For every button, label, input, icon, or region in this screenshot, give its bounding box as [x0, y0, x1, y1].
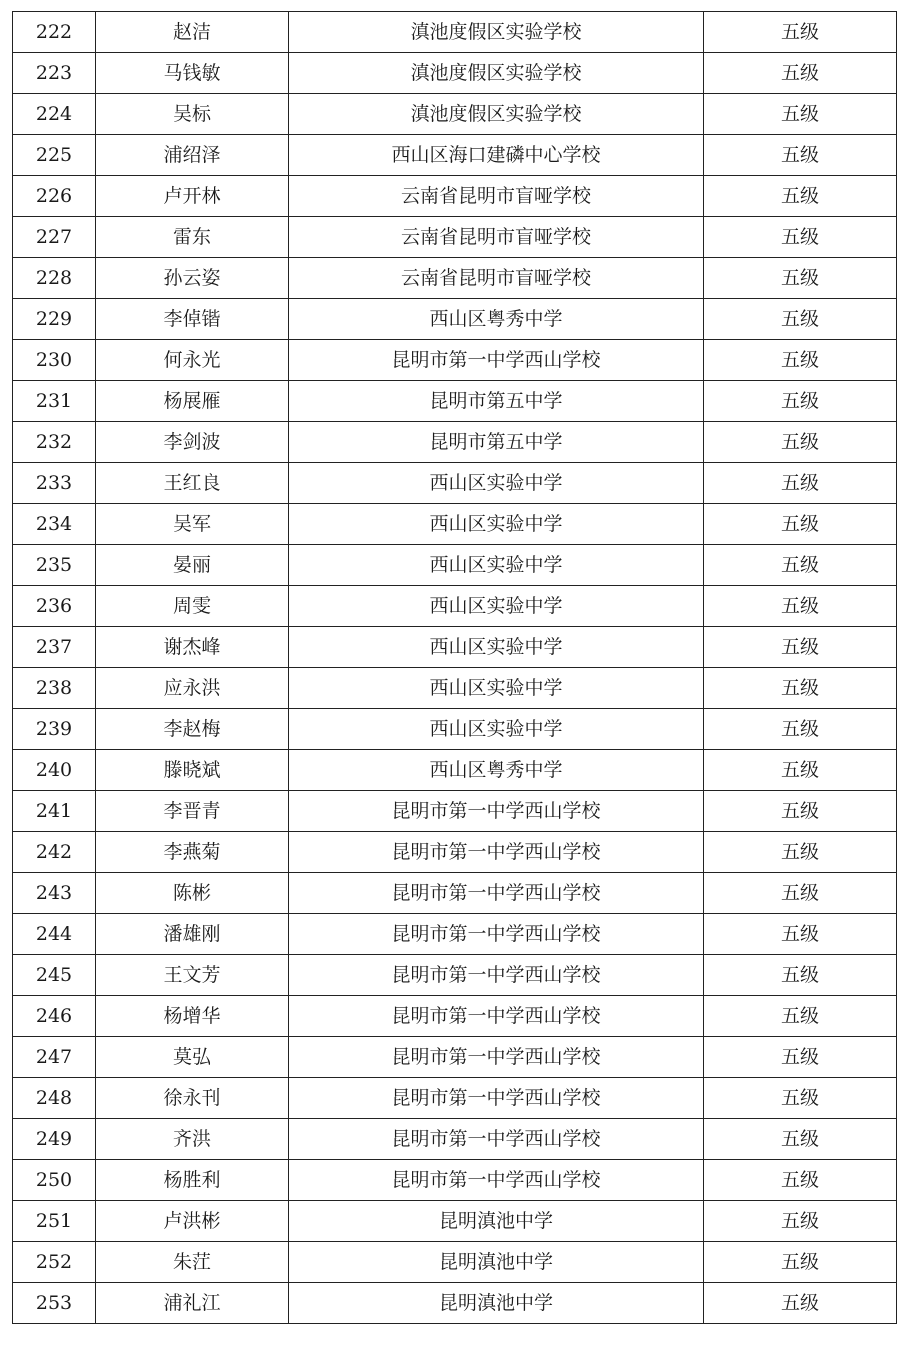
level-cell: 五级	[704, 832, 897, 873]
school-cell: 昆明滇池中学	[289, 1201, 704, 1242]
school-cell: 昆明市第一中学西山学校	[289, 340, 704, 381]
table-row	[13, 1242, 897, 1283]
row-number-cell: 225	[13, 135, 96, 176]
school-cell: 云南省昆明市盲哑学校	[289, 258, 704, 299]
school-cell: 昆明市第一中学西山学校	[289, 1160, 704, 1201]
row-number-cell: 222	[13, 12, 96, 53]
row-number-cell: 238	[13, 668, 96, 709]
roster-table	[12, 11, 897, 1324]
school-cell: 西山区实验中学	[289, 627, 704, 668]
school-cell: 西山区海口建磷中心学校	[289, 135, 704, 176]
name-cell: 王文芳	[96, 955, 289, 996]
school-cell: 西山区粤秀中学	[289, 750, 704, 791]
school-cell: 西山区实验中学	[289, 463, 704, 504]
table-row	[13, 873, 897, 914]
level-cell: 五级	[704, 258, 897, 299]
name-cell: 朱茳	[96, 1242, 289, 1283]
row-number-cell: 248	[13, 1078, 96, 1119]
name-cell: 李剑波	[96, 422, 289, 463]
table-row	[13, 1037, 897, 1078]
school-cell: 云南省昆明市盲哑学校	[289, 176, 704, 217]
table-row	[13, 12, 897, 53]
name-cell: 孙云姿	[96, 258, 289, 299]
row-number-cell: 247	[13, 1037, 96, 1078]
school-cell: 昆明市第一中学西山学校	[289, 955, 704, 996]
table-row	[13, 955, 897, 996]
level-cell: 五级	[704, 422, 897, 463]
name-cell: 吴标	[96, 94, 289, 135]
name-cell: 杨胜利	[96, 1160, 289, 1201]
row-number-cell: 242	[13, 832, 96, 873]
table-row	[13, 791, 897, 832]
row-number-cell: 241	[13, 791, 96, 832]
row-number-cell: 236	[13, 586, 96, 627]
name-cell: 莫弘	[96, 1037, 289, 1078]
name-cell: 周雯	[96, 586, 289, 627]
name-cell: 浦礼江	[96, 1283, 289, 1324]
level-cell: 五级	[704, 1037, 897, 1078]
row-number-cell: 244	[13, 914, 96, 955]
name-cell: 杨增华	[96, 996, 289, 1037]
table-row	[13, 668, 897, 709]
row-number-cell: 226	[13, 176, 96, 217]
table-row	[13, 381, 897, 422]
table-row	[13, 135, 897, 176]
row-number-cell: 228	[13, 258, 96, 299]
table-row	[13, 1160, 897, 1201]
name-cell: 何永光	[96, 340, 289, 381]
level-cell: 五级	[704, 1078, 897, 1119]
row-number-cell: 251	[13, 1201, 96, 1242]
school-cell: 滇池度假区实验学校	[289, 94, 704, 135]
school-cell: 西山区实验中学	[289, 586, 704, 627]
school-cell: 昆明滇池中学	[289, 1283, 704, 1324]
table-row	[13, 422, 897, 463]
level-cell: 五级	[704, 299, 897, 340]
row-number-cell: 250	[13, 1160, 96, 1201]
level-cell: 五级	[704, 176, 897, 217]
level-cell: 五级	[704, 53, 897, 94]
name-cell: 陈彬	[96, 873, 289, 914]
school-cell: 西山区实验中学	[289, 504, 704, 545]
level-cell: 五级	[704, 996, 897, 1037]
row-number-cell: 253	[13, 1283, 96, 1324]
table-row	[13, 94, 897, 135]
row-number-cell: 243	[13, 873, 96, 914]
level-cell: 五级	[704, 1201, 897, 1242]
level-cell: 五级	[704, 463, 897, 504]
table-row	[13, 340, 897, 381]
level-cell: 五级	[704, 1283, 897, 1324]
level-cell: 五级	[704, 1160, 897, 1201]
name-cell: 齐洪	[96, 1119, 289, 1160]
level-cell: 五级	[704, 217, 897, 258]
table-row	[13, 176, 897, 217]
table-row	[13, 299, 897, 340]
row-number-cell: 245	[13, 955, 96, 996]
school-cell: 昆明市第五中学	[289, 422, 704, 463]
level-cell: 五级	[704, 94, 897, 135]
name-cell: 马钱敏	[96, 53, 289, 94]
level-cell: 五级	[704, 627, 897, 668]
name-cell: 潘雄刚	[96, 914, 289, 955]
name-cell: 卢开林	[96, 176, 289, 217]
name-cell: 卢洪彬	[96, 1201, 289, 1242]
row-number-cell: 227	[13, 217, 96, 258]
school-cell: 滇池度假区实验学校	[289, 12, 704, 53]
row-number-cell: 234	[13, 504, 96, 545]
level-cell: 五级	[704, 340, 897, 381]
level-cell: 五级	[704, 750, 897, 791]
name-cell: 谢杰峰	[96, 627, 289, 668]
name-cell: 徐永刊	[96, 1078, 289, 1119]
level-cell: 五级	[704, 709, 897, 750]
level-cell: 五级	[704, 586, 897, 627]
name-cell: 赵洁	[96, 12, 289, 53]
table-row	[13, 1283, 897, 1324]
table-row	[13, 709, 897, 750]
school-cell: 西山区实验中学	[289, 709, 704, 750]
level-cell: 五级	[704, 545, 897, 586]
name-cell: 滕晓斌	[96, 750, 289, 791]
row-number-cell: 235	[13, 545, 96, 586]
table-row	[13, 1078, 897, 1119]
table-row	[13, 1119, 897, 1160]
table-row	[13, 258, 897, 299]
name-cell: 李赵梅	[96, 709, 289, 750]
row-number-cell: 233	[13, 463, 96, 504]
table-row	[13, 217, 897, 258]
level-cell: 五级	[704, 381, 897, 422]
name-cell: 吴军	[96, 504, 289, 545]
name-cell: 李燕菊	[96, 832, 289, 873]
school-cell: 昆明市第五中学	[289, 381, 704, 422]
school-cell: 昆明市第一中学西山学校	[289, 914, 704, 955]
table-row	[13, 627, 897, 668]
school-cell: 西山区实验中学	[289, 668, 704, 709]
row-number-cell: 237	[13, 627, 96, 668]
row-number-cell: 224	[13, 94, 96, 135]
row-number-cell: 232	[13, 422, 96, 463]
level-cell: 五级	[704, 135, 897, 176]
row-number-cell: 239	[13, 709, 96, 750]
level-cell: 五级	[704, 914, 897, 955]
row-number-cell: 231	[13, 381, 96, 422]
table-row	[13, 996, 897, 1037]
level-cell: 五级	[704, 873, 897, 914]
level-cell: 五级	[704, 504, 897, 545]
school-cell: 西山区实验中学	[289, 545, 704, 586]
row-number-cell: 230	[13, 340, 96, 381]
table-row	[13, 53, 897, 94]
school-cell: 昆明市第一中学西山学校	[289, 996, 704, 1037]
level-cell: 五级	[704, 791, 897, 832]
row-number-cell: 252	[13, 1242, 96, 1283]
level-cell: 五级	[704, 955, 897, 996]
table-row	[13, 1201, 897, 1242]
table-row	[13, 545, 897, 586]
name-cell: 王红良	[96, 463, 289, 504]
name-cell: 雷东	[96, 217, 289, 258]
roster-table-body	[13, 12, 897, 1324]
row-number-cell: 223	[13, 53, 96, 94]
name-cell: 浦绍泽	[96, 135, 289, 176]
school-cell: 昆明市第一中学西山学校	[289, 832, 704, 873]
name-cell: 李倬锴	[96, 299, 289, 340]
level-cell: 五级	[704, 1242, 897, 1283]
school-cell: 西山区粤秀中学	[289, 299, 704, 340]
level-cell: 五级	[704, 1119, 897, 1160]
school-cell: 昆明滇池中学	[289, 1242, 704, 1283]
name-cell: 应永洪	[96, 668, 289, 709]
school-cell: 昆明市第一中学西山学校	[289, 1119, 704, 1160]
table-row	[13, 586, 897, 627]
name-cell: 李晋青	[96, 791, 289, 832]
school-cell: 滇池度假区实验学校	[289, 53, 704, 94]
school-cell: 昆明市第一中学西山学校	[289, 873, 704, 914]
row-number-cell: 246	[13, 996, 96, 1037]
table-row	[13, 750, 897, 791]
school-cell: 昆明市第一中学西山学校	[289, 1078, 704, 1119]
table-row	[13, 832, 897, 873]
name-cell: 晏丽	[96, 545, 289, 586]
roster-sheet	[12, 11, 896, 1324]
row-number-cell: 240	[13, 750, 96, 791]
level-cell: 五级	[704, 668, 897, 709]
school-cell: 云南省昆明市盲哑学校	[289, 217, 704, 258]
school-cell: 昆明市第一中学西山学校	[289, 1037, 704, 1078]
table-row	[13, 914, 897, 955]
school-cell: 昆明市第一中学西山学校	[289, 791, 704, 832]
table-row	[13, 463, 897, 504]
name-cell: 杨展雁	[96, 381, 289, 422]
table-row	[13, 504, 897, 545]
row-number-cell: 229	[13, 299, 96, 340]
level-cell: 五级	[704, 12, 897, 53]
row-number-cell: 249	[13, 1119, 96, 1160]
